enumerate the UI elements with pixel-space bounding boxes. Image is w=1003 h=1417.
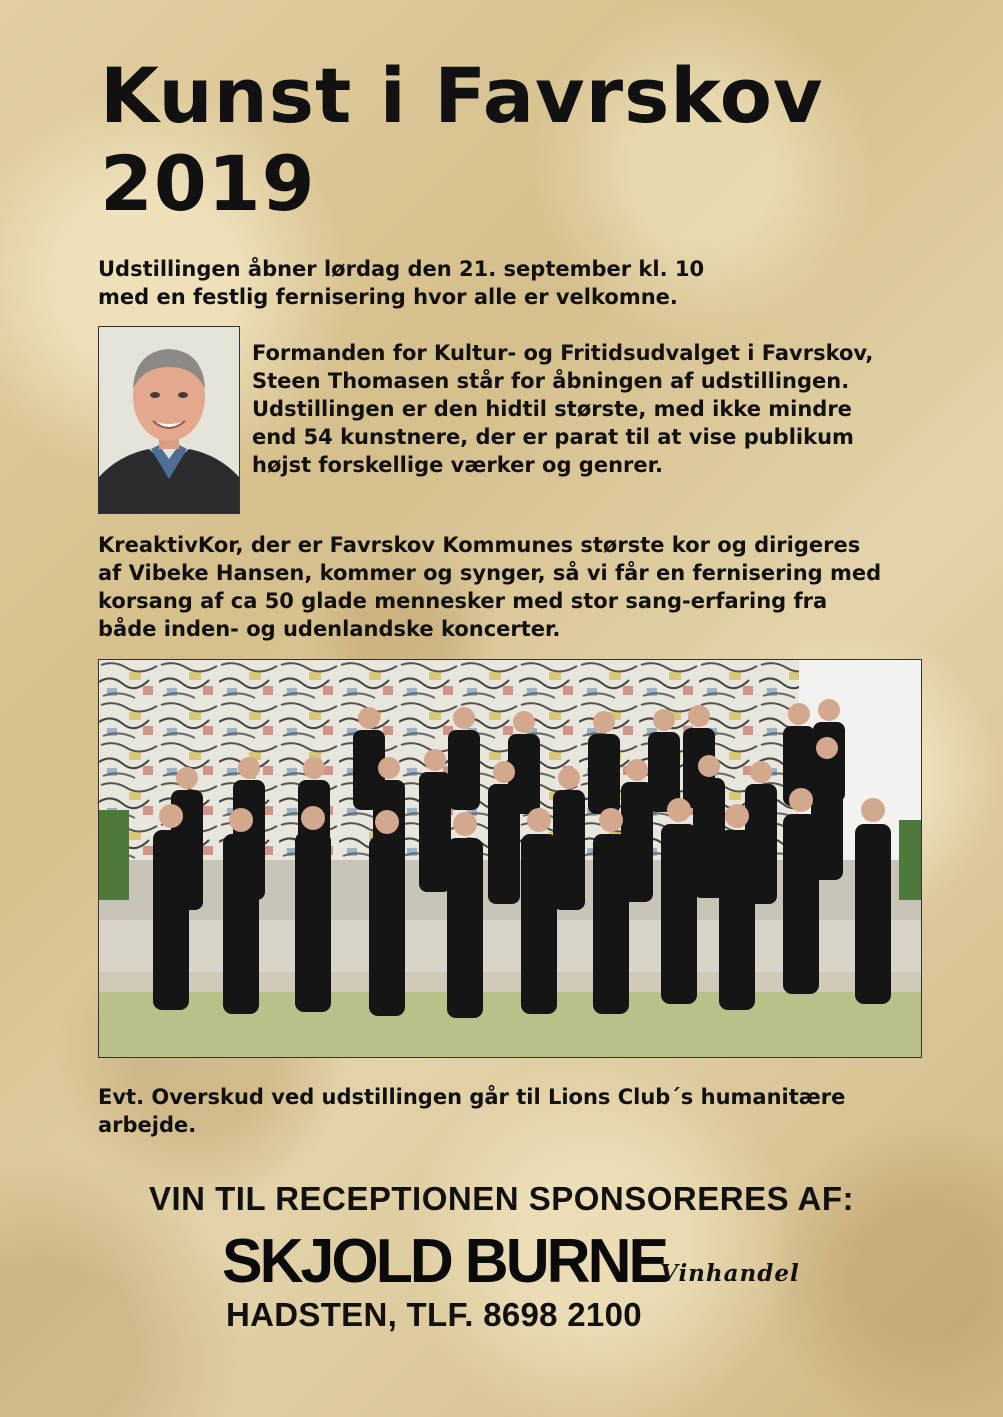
opening-line: Formanden for Kultur- og Fritidsudvalget i Favrskov,: [252, 341, 874, 365]
sponsor-contact: HADSTEN, TLF. 8698 2100: [226, 1296, 642, 1333]
portrait-photo: [98, 326, 240, 514]
opening-line: Steen Thomasen står for åbningen af udstillingen.: [252, 369, 850, 393]
choir-photo: [98, 659, 922, 1058]
opening-line: højst forskellige værker og genrer.: [252, 453, 663, 477]
title-line-1: Kunst i Favrskov: [100, 51, 824, 140]
proceeds-paragraph: [98, 1083, 845, 1139]
choir-illustration: [99, 660, 921, 1057]
sponsor-logo: SKJOLD BURNE: [222, 1227, 667, 1296]
portrait-illustration: [99, 327, 239, 513]
proceeds-line: Evt. Overskud ved udstillingen går til Lions Club´s humanitære: [98, 1085, 846, 1109]
opening-line: end 54 kunstnere, der er parat til at vise publikum: [252, 425, 854, 449]
title-line-2: 2019: [100, 139, 316, 228]
opening-line: Udstillingen er den hidtil største, med ikke mindre: [252, 397, 852, 421]
sponsor-heading: VIN TIL RECEPTIONEN SPONSORERES AF:: [148, 1180, 855, 1217]
choir-paragraph: [98, 531, 881, 643]
proceeds-line: arbejde.: [98, 1113, 197, 1137]
choir-line: af Vibeke Hansen, kommer og synger, så vi får en fernisering med: [98, 561, 882, 585]
sponsor-logo-subtitle: Vinhandel: [660, 1260, 800, 1287]
intro-line-1: Udstillingen åbner lørdag den 21. september kl. 10: [98, 257, 705, 281]
opening-paragraph: [252, 339, 873, 479]
intro-line-2: med en festlig fernisering hvor alle er velkomne.: [98, 285, 678, 309]
choir-line: både inden- og udenlandske koncerter.: [98, 617, 561, 641]
choir-line: korsang af ca 50 glade mennesker med stor sang-erfaring fra: [98, 589, 828, 613]
intro-text: [98, 255, 898, 311]
page-title: [100, 52, 824, 228]
choir-line: KreaktivKor, der er Favrskov Kommunes største kor og dirigeres: [98, 533, 861, 557]
